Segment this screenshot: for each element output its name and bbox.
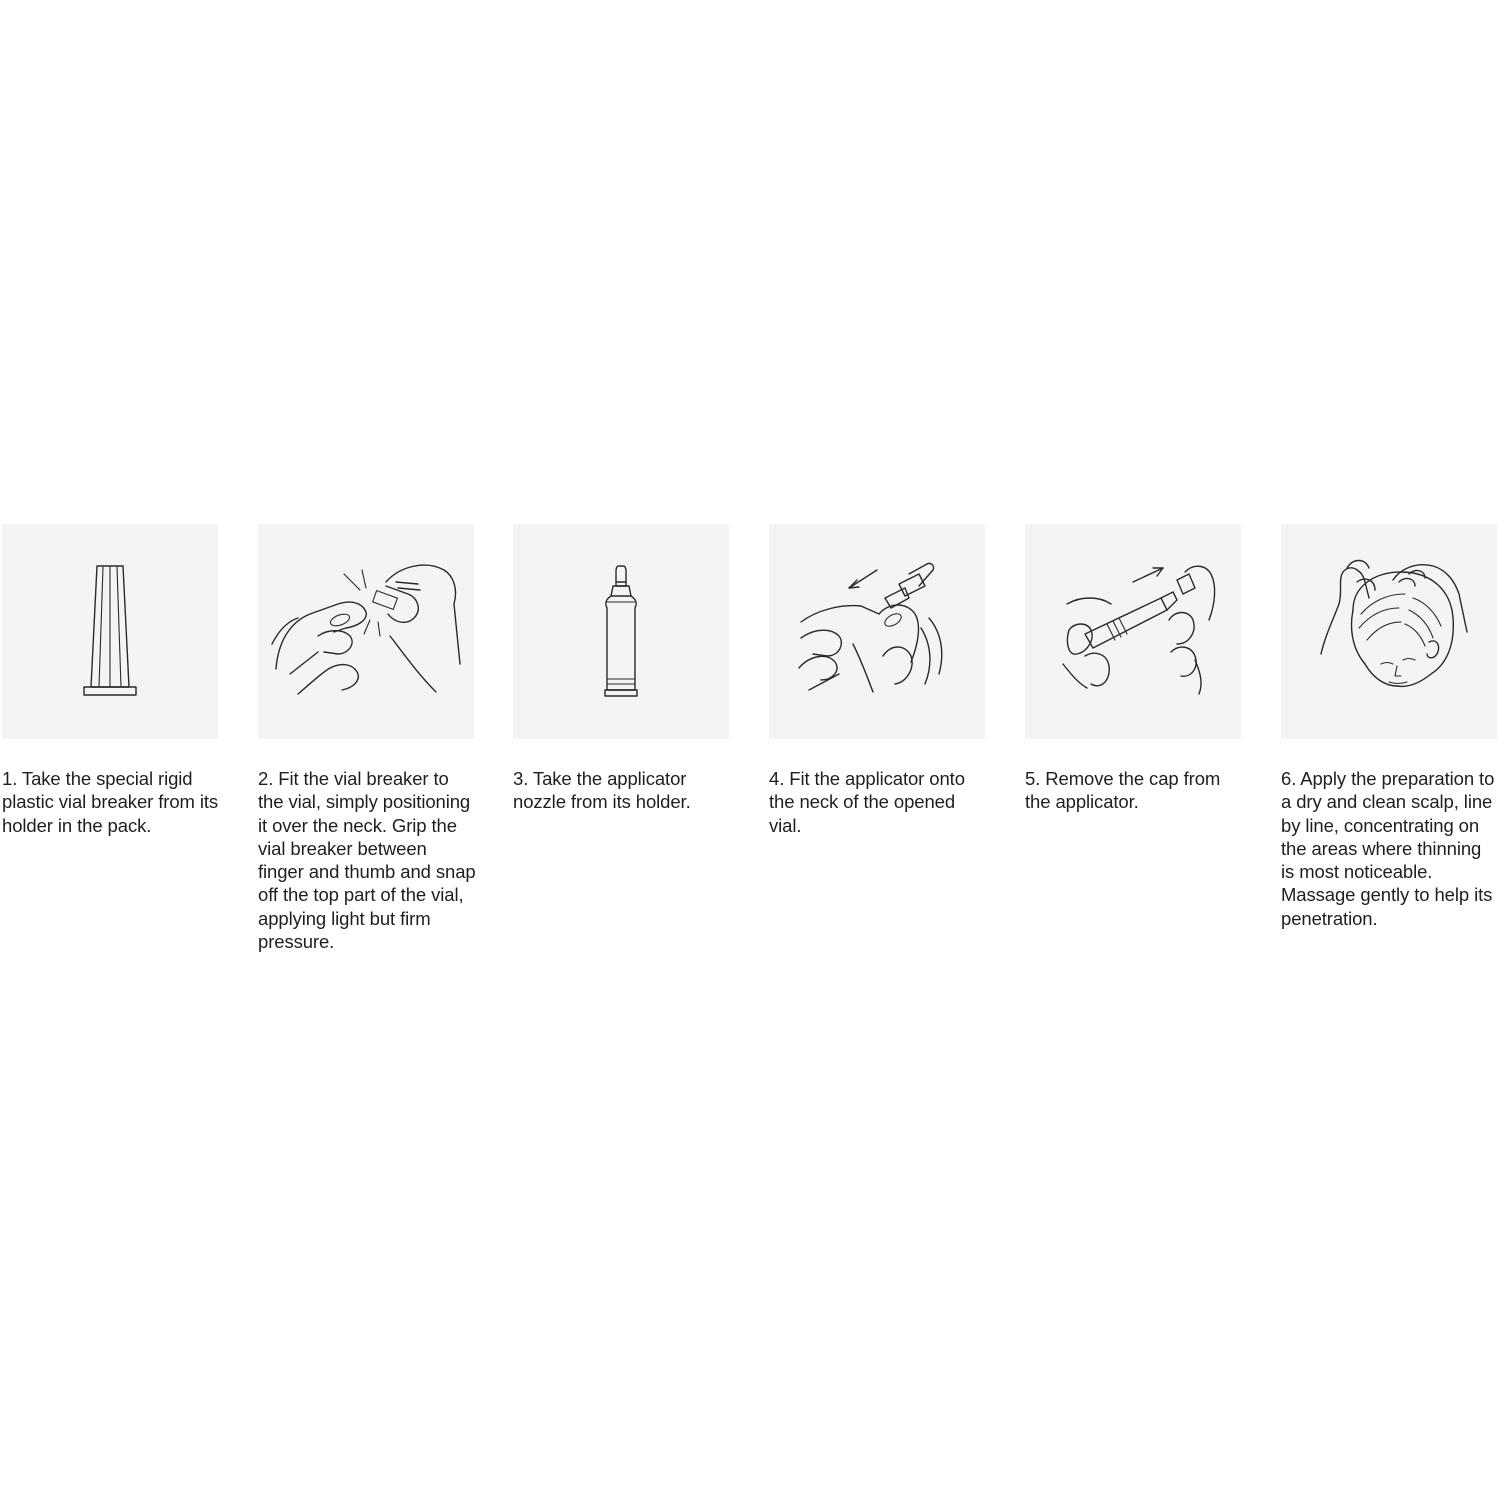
vial-breaker-icon	[2, 524, 218, 739]
step-5-illustration	[1025, 524, 1241, 739]
step-4	[769, 524, 987, 837]
step-5	[1025, 524, 1243, 814]
step-2-caption: 2. Fit the vial breaker to the vial, simply positioning it over the neck. Grip the vial breaker between finger and thumb and snap off the top part of the vial, applying light but firm pressure.	[258, 768, 476, 953]
step-1-caption: 1. Take the special rigid plastic vial breaker from its holder in the pack.	[2, 768, 219, 836]
step-3-illustration	[513, 524, 729, 739]
step-3-caption: 3. Take the applicator nozzle from its holder.	[513, 768, 691, 813]
step-3	[513, 524, 731, 814]
step-2	[258, 524, 476, 953]
step-6-caption: 6. Apply the preparation to a dry and clean scalp, line by line, concentrating on the areas where thinning is most noticeable. Massage gently to help its penetration.	[1281, 768, 1495, 929]
apply-scalp-icon	[1281, 524, 1497, 739]
fit-applicator-icon	[769, 524, 985, 739]
step-5-caption: 5. Remove the cap from the applicator.	[1025, 768, 1221, 813]
step-1	[2, 524, 220, 837]
step-4-illustration	[769, 524, 985, 739]
snap-vial-icon	[258, 524, 474, 739]
step-4-caption: 4. Fit the applicator onto the neck of the opened vial.	[769, 768, 965, 836]
remove-cap-icon	[1025, 524, 1241, 739]
step-6-illustration	[1281, 524, 1497, 739]
step-2-illustration	[258, 524, 474, 739]
step-6	[1281, 524, 1499, 930]
step-1-illustration	[2, 524, 218, 739]
applicator-nozzle-icon	[513, 524, 729, 739]
